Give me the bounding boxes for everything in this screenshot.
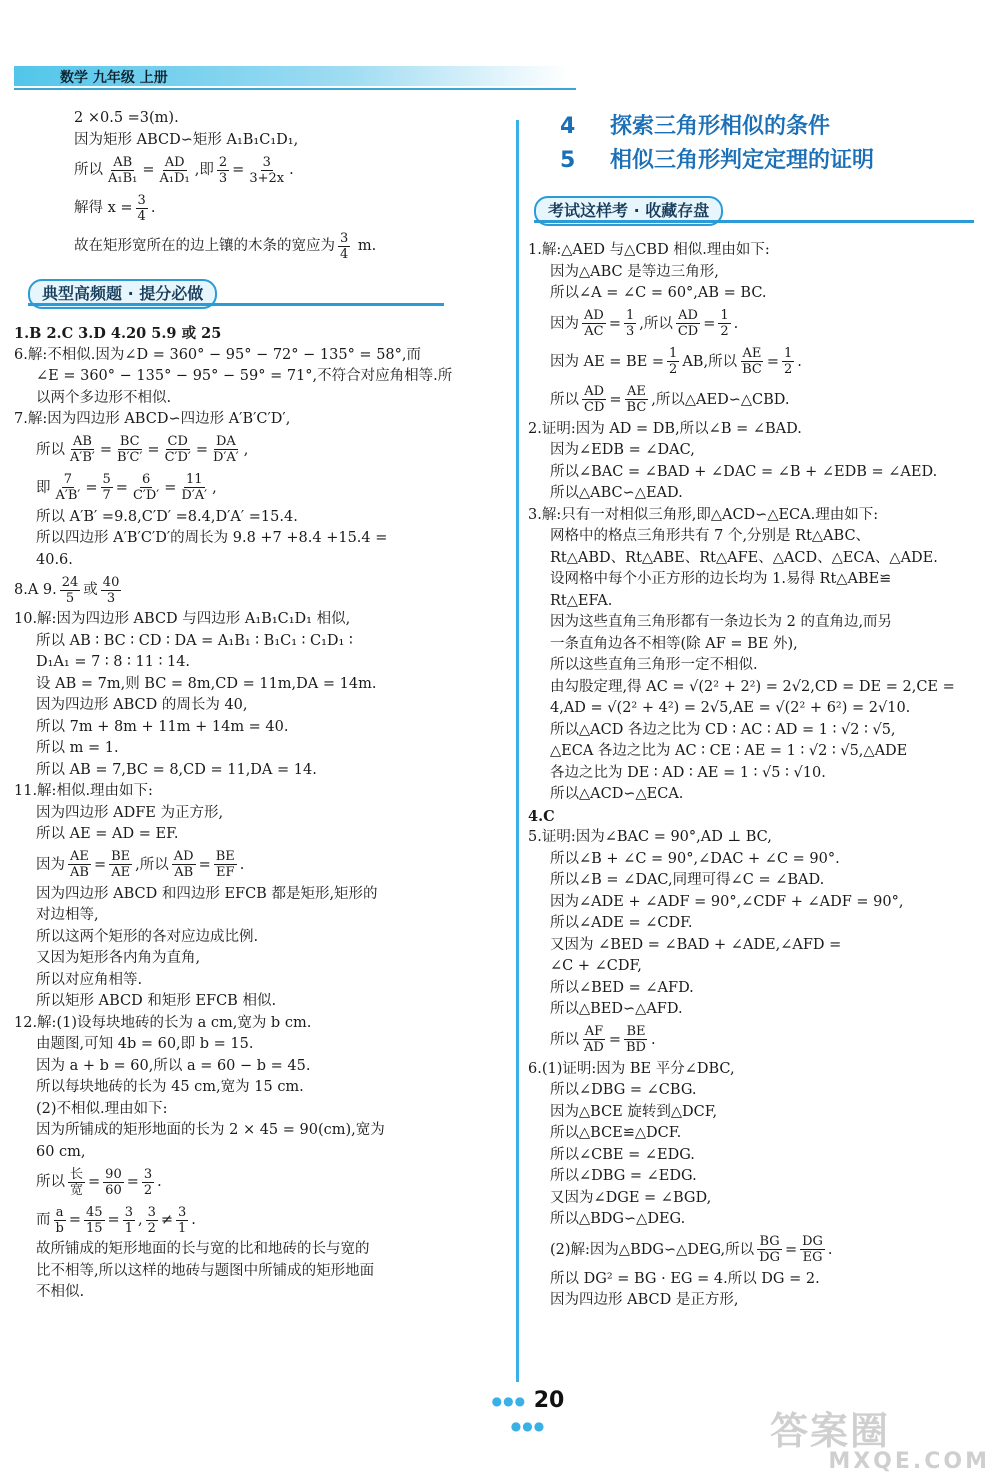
denominator: 3 bbox=[625, 324, 635, 339]
fraction bbox=[718, 308, 730, 339]
text-line: 12.解:(1)设每块地砖的长为 a cm,宽为 b cm. bbox=[14, 1014, 312, 1031]
text: ≠ bbox=[160, 1212, 174, 1228]
numerator: AF bbox=[584, 1024, 604, 1039]
fraction-line bbox=[528, 381, 966, 419]
numerator: CD bbox=[167, 434, 188, 449]
text-line: 4,AD = √(2² + 4²) = 2√5,AE = √(2² + 6²) = 2√10. bbox=[550, 700, 911, 716]
denominator: 7 bbox=[102, 488, 111, 503]
denominator: BD bbox=[625, 1040, 646, 1055]
text-line: 所以 AE = AD = EF. bbox=[36, 826, 179, 842]
fraction bbox=[101, 472, 113, 503]
fraction bbox=[625, 384, 649, 415]
fraction bbox=[68, 434, 97, 465]
text-line: 网格中的格点三角形共有 7 个,分别是 Rt△ABC、 bbox=[550, 528, 871, 544]
text-line: 1.B 2.C 3.D 4.20 5.9 或 25 bbox=[14, 325, 222, 342]
text-line: 40.6. bbox=[36, 551, 73, 568]
fraction bbox=[106, 155, 139, 186]
text-line: 设 AB = 7m,则 BC = 8m,CD = 11m,DA = 14m. bbox=[36, 675, 377, 692]
fraction bbox=[800, 1234, 825, 1265]
denominator: 2 bbox=[783, 362, 793, 377]
text-line: ∠C + ∠CDF, bbox=[550, 958, 642, 974]
text-line: 3.解:只有一对相似三角形,即△ACD∽△ECA.理由如下: bbox=[528, 506, 879, 523]
denominator: C′D′ bbox=[132, 488, 160, 503]
numerator: 24 bbox=[61, 574, 79, 590]
text-line: 以两个多边形不相似. bbox=[36, 389, 172, 406]
text-line: 因为四边形 ABCD 是正方形, bbox=[550, 1292, 739, 1308]
text-line: 7.解:因为四边形 ABCD∽四边形 A′B′C′D′, bbox=[14, 411, 291, 427]
text-line: 因为四边形 ABCD 和四边形 EFCB 都是矩形,矩形的 bbox=[36, 885, 378, 902]
text: 所以 bbox=[36, 441, 65, 458]
text-line: 所以这两个矩形的各对应边成比例. bbox=[36, 928, 259, 945]
section-banner bbox=[534, 196, 974, 230]
fraction bbox=[624, 308, 636, 339]
section-banner-label: 典型高频题 · 提分必做 bbox=[28, 279, 217, 309]
text-line: 因为△ABC 是等边三角形, bbox=[550, 263, 719, 280]
fraction bbox=[115, 434, 144, 465]
text-line: 所以四边形 A′B′C′D′的周长为 9.8 +7 +8.4 +15.4 = bbox=[36, 530, 388, 546]
text: = bbox=[68, 1212, 81, 1228]
text-line: 对边相等, bbox=[36, 907, 99, 923]
text-line: ∠E = 360° − 135° − 95° − 59° = 71°,不符合对应角相等.所 bbox=[36, 368, 453, 384]
fraction bbox=[176, 1205, 188, 1236]
section-banner-label: 考试这样考 · 收藏存盘 bbox=[534, 196, 723, 226]
denominator: BC bbox=[742, 362, 762, 377]
text-line: 所以△ACD 各边之比为 CD ∶ AC ∶ AD = 1 ∶ √2 ∶ √5, bbox=[550, 721, 896, 738]
text: 而 bbox=[36, 1212, 51, 1228]
text-line: 所以∠CBE = ∠EDG. bbox=[550, 1146, 695, 1163]
fraction-line: 所以 $\frac{AB}{A'B'}$ = $\frac{BC}{B'C'}$ = $\frac{CD}{C'D'}$ = $\frac{DA}{D'A'}$ , bbox=[36, 434, 249, 465]
fraction bbox=[624, 1024, 648, 1055]
denominator: A₁D₁ bbox=[159, 170, 190, 186]
denominator: 2 bbox=[720, 324, 729, 339]
watermark-text: 答案圈 bbox=[770, 1409, 891, 1453]
chapter-number: 4 bbox=[560, 114, 576, 139]
text-line: 60 cm, bbox=[36, 1143, 86, 1160]
fraction-line: 即 $\frac{7}{A'B'}$ = $\frac{5}{7}$ = $\frac{6}{C'D'}$ = $\frac{11}{D'A'}$ , bbox=[36, 472, 217, 503]
numerator: AD bbox=[173, 849, 194, 864]
fraction bbox=[582, 1024, 606, 1055]
denominator: AC bbox=[584, 324, 604, 339]
denominator: EF bbox=[216, 865, 235, 880]
page-number bbox=[478, 1388, 578, 1438]
text: 所以 bbox=[36, 1174, 65, 1190]
fraction bbox=[740, 346, 764, 377]
page-header bbox=[14, 64, 576, 90]
fraction bbox=[146, 1205, 158, 1236]
text: , bbox=[212, 479, 217, 496]
numerator: AD bbox=[584, 384, 605, 399]
numerator: 90 bbox=[105, 1166, 122, 1182]
numerator: AE bbox=[70, 849, 89, 864]
denominator: A′B′ bbox=[55, 488, 81, 503]
text: . bbox=[650, 1031, 656, 1048]
text: . bbox=[150, 200, 156, 216]
text: = bbox=[93, 856, 107, 873]
numerator: 6 bbox=[141, 472, 151, 487]
chapter-row-1 bbox=[560, 110, 980, 144]
text: 所以 bbox=[74, 162, 103, 178]
watermark bbox=[770, 1400, 990, 1476]
watermark-url: MXQE.COM bbox=[828, 1449, 990, 1474]
fraction bbox=[247, 155, 286, 186]
fraction bbox=[179, 472, 209, 503]
text-line: 所以△ABC∽△EAD. bbox=[550, 485, 683, 501]
text: = bbox=[142, 162, 155, 178]
text: = bbox=[608, 1031, 621, 1048]
text-line: 因为所铺成的矩形地面的长为 2 × 45 = 90(cm),宽为 bbox=[36, 1122, 385, 1138]
denominator: 4 bbox=[137, 208, 146, 224]
denominator: 3+2x bbox=[249, 170, 285, 186]
text-line: 所以∠B + ∠C = 90°,∠DAC + ∠C = 90°. bbox=[550, 850, 840, 867]
fraction bbox=[84, 1205, 105, 1236]
text-line: 所以 7m + 8m + 11m + 14m = 40. bbox=[36, 718, 289, 735]
text-line: 所以 AB ∶ BC ∶ CD ∶ DA = A₁B₁ ∶ B₁C₁ ∶ C₁D₁ ∶ bbox=[36, 632, 353, 649]
fraction bbox=[757, 1234, 782, 1265]
fraction bbox=[667, 346, 679, 377]
text-line: 又因为 ∠BED = ∠BAD + ∠ADE,∠AFD = bbox=[550, 936, 842, 953]
text: 故在矩形宽所在的边上镶的木条的宽应为 bbox=[74, 238, 335, 254]
text-line: 所以∠ADE = ∠CDF. bbox=[550, 915, 693, 931]
fraction-line bbox=[528, 1231, 966, 1269]
text: m. bbox=[353, 238, 377, 254]
denominator: CD bbox=[584, 400, 605, 415]
text-line: 6.解:不相似.因为∠D = 360° − 95° − 72° − 135° = 58°,而 bbox=[14, 346, 422, 363]
fraction bbox=[101, 575, 122, 606]
denominator: C′D′ bbox=[164, 450, 191, 465]
fraction-line bbox=[14, 571, 506, 609]
fraction-line bbox=[14, 1163, 506, 1201]
chapter-title: 相似三角形判定定理的证明 bbox=[610, 148, 875, 173]
numerator: 1 bbox=[625, 308, 635, 323]
numerator: 45 bbox=[85, 1204, 103, 1220]
fraction bbox=[68, 849, 91, 880]
numerator: 5 bbox=[102, 472, 111, 487]
fraction-line bbox=[528, 1021, 966, 1059]
text-line: 所以∠BED = ∠AFD. bbox=[550, 979, 694, 996]
text: 8.A 9. bbox=[14, 582, 57, 598]
text-line: 所以△BED∽△AFD. bbox=[550, 1001, 683, 1017]
text-line: 1.解:△AED 与△CBD 相似.理由如下: bbox=[528, 242, 770, 258]
numerator: 7 bbox=[63, 472, 73, 487]
text: . bbox=[733, 315, 739, 332]
text: = bbox=[608, 315, 621, 332]
numerator: BC bbox=[119, 434, 140, 449]
fraction-line bbox=[74, 189, 506, 227]
text: ,所以△AED∽△CBD. bbox=[651, 391, 790, 408]
numerator: AE bbox=[742, 346, 762, 361]
text-line: 4.C bbox=[528, 807, 555, 825]
numerator: DG bbox=[802, 1234, 823, 1249]
text: 或 bbox=[83, 582, 98, 598]
banner-rule bbox=[534, 220, 974, 223]
numerator: AB bbox=[72, 434, 92, 449]
text-line: 所以 AB = 7,BC = 8,CD = 11,DA = 14. bbox=[36, 761, 317, 778]
text: . bbox=[191, 1212, 196, 1228]
text: , bbox=[243, 441, 249, 458]
denominator: 1 bbox=[124, 1220, 133, 1236]
denominator: 2 bbox=[669, 362, 678, 377]
numerator: 3 bbox=[262, 154, 271, 170]
chapter-title: 探索三角形相似的条件 bbox=[610, 114, 831, 139]
text-line: Rt△ABD、Rt△ABE、Rt△AFE、△ACD、△ECA、△ADE. bbox=[550, 549, 938, 566]
fraction-line bbox=[528, 343, 966, 381]
fraction-line bbox=[74, 151, 506, 189]
text: (2)解:因为△BDG∽△DEG,所以 bbox=[550, 1241, 755, 1258]
text-line: 不相似. bbox=[36, 1284, 85, 1300]
numerator: a bbox=[55, 1204, 64, 1220]
text-line: 所以△BDG∽△DEG. bbox=[550, 1211, 686, 1227]
fraction bbox=[217, 155, 229, 186]
chapter-heading bbox=[560, 110, 980, 178]
numerator: 2 bbox=[218, 154, 228, 170]
fraction bbox=[582, 308, 606, 339]
text-line: 所以这些直角三角形一定不相似. bbox=[550, 657, 758, 673]
numerator: 长 bbox=[70, 1166, 84, 1182]
text-line: 因为这些直角三角形都有一条边长为 2 的直角边,而另 bbox=[550, 614, 893, 630]
fraction bbox=[158, 155, 192, 186]
fraction bbox=[676, 308, 700, 339]
numerator: 3 bbox=[178, 1204, 187, 1220]
section-banner bbox=[14, 279, 506, 313]
denominator: 2 bbox=[143, 1182, 153, 1198]
answer-block bbox=[14, 323, 506, 1304]
fraction-line bbox=[74, 227, 506, 265]
fraction-line bbox=[14, 846, 506, 884]
text-line: 所以∠DBG = ∠EDG. bbox=[550, 1168, 697, 1184]
text-line: 所以△BCE≌△DCF. bbox=[550, 1125, 682, 1141]
text-line: 2.证明:因为 AD = DB,所以∠B = ∠BAD. bbox=[528, 420, 802, 437]
text: ,所以 bbox=[135, 856, 169, 873]
banner-inner bbox=[534, 196, 974, 230]
numerator: 1 bbox=[783, 346, 793, 361]
fraction bbox=[109, 849, 132, 880]
fraction bbox=[782, 346, 794, 377]
fraction bbox=[68, 1167, 85, 1198]
denominator: AD bbox=[584, 1040, 604, 1055]
text: 所以 bbox=[550, 391, 579, 408]
fraction bbox=[214, 849, 237, 880]
numerator: AD bbox=[678, 308, 698, 323]
text: , bbox=[137, 1212, 143, 1228]
denominator: b bbox=[55, 1220, 64, 1236]
fraction bbox=[131, 472, 161, 503]
header-rule bbox=[14, 88, 576, 90]
text: 解得 x = bbox=[74, 200, 133, 216]
text: = bbox=[784, 1241, 798, 1258]
numerator: 3 bbox=[147, 1204, 156, 1220]
text-line: 由题图,可知 4b = 60,即 b = 15. bbox=[36, 1036, 254, 1052]
denominator: 15 bbox=[85, 1220, 103, 1236]
numerator: AB bbox=[113, 154, 133, 170]
text: . bbox=[239, 856, 245, 873]
text-line: 所以 DG² = BG · EG = 4.所以 DG = 2. bbox=[550, 1270, 820, 1287]
text-line: 又因为矩形各内角为直角, bbox=[36, 950, 201, 966]
text: 因为 bbox=[550, 315, 579, 332]
text: . bbox=[157, 1174, 162, 1190]
denominator: 3 bbox=[218, 170, 228, 186]
text: . bbox=[289, 162, 294, 178]
dots-left-icon: ●●● bbox=[491, 1394, 527, 1408]
numerator: 3 bbox=[137, 192, 146, 208]
text: = bbox=[703, 315, 716, 332]
fraction-line bbox=[14, 1201, 506, 1239]
text-line: 因为 a + b = 60,所以 a = 60 − b = 45. bbox=[36, 1057, 311, 1074]
text: 即 bbox=[36, 479, 51, 496]
text-line: 故所铺成的矩形地面的长与宽的比和地砖的长与宽的 bbox=[36, 1241, 370, 1257]
numerator: 1 bbox=[720, 308, 729, 323]
denominator: 1 bbox=[178, 1220, 187, 1236]
dots-right-icon: ●●● bbox=[510, 1419, 546, 1433]
denominator: 宽 bbox=[70, 1182, 84, 1198]
text-line: 所以 m = 1. bbox=[36, 740, 119, 756]
page-number-text: 20 bbox=[533, 1388, 565, 1413]
text-line: 所以∠A = ∠C = 60°,AB = BC. bbox=[550, 285, 767, 301]
fraction-line bbox=[528, 305, 966, 343]
denominator: CD bbox=[677, 324, 699, 339]
numerator: BE bbox=[215, 849, 235, 864]
text-line: 2 ×0.5 =3(m). bbox=[74, 110, 179, 126]
text-line: 一条直角边各不相等(除 AF = BE 外), bbox=[550, 635, 798, 652]
numerator: 3 bbox=[340, 230, 349, 246]
fraction bbox=[338, 231, 350, 262]
text: 所以 bbox=[550, 1031, 579, 1048]
denominator: A₁B₁ bbox=[108, 170, 138, 186]
text-line: (2)不相似.理由如下: bbox=[36, 1100, 168, 1117]
numerator: AD bbox=[584, 308, 604, 323]
fraction bbox=[172, 849, 196, 880]
banner-rule bbox=[28, 303, 444, 306]
fraction bbox=[163, 434, 193, 465]
text-line: D₁A₁ = 7 ∶ 8 ∶ 11 ∶ 14. bbox=[36, 654, 191, 670]
fraction bbox=[211, 434, 241, 465]
fraction bbox=[60, 575, 81, 606]
text: = bbox=[232, 162, 245, 178]
text-line: 因为四边形 ADFE 为正方形, bbox=[36, 804, 224, 821]
text: ,即 bbox=[194, 162, 214, 178]
text: = bbox=[766, 353, 779, 370]
numerator: BG bbox=[759, 1234, 780, 1249]
text-line: 所以∠B = ∠DAC,同理可得∠C = ∠BAD. bbox=[550, 872, 825, 888]
text: AB,所以 bbox=[682, 353, 738, 370]
denominator: 60 bbox=[105, 1182, 122, 1198]
numerator: DA bbox=[215, 434, 236, 449]
denominator: D′A′ bbox=[181, 488, 208, 503]
fraction bbox=[136, 193, 148, 224]
text: = bbox=[198, 856, 211, 873]
text-line: 各边之比为 DE ∶ AD ∶ AE = 1 ∶ √5 ∶ √10. bbox=[550, 764, 826, 781]
denominator: AB bbox=[174, 865, 194, 880]
text-line: 所以对应角相等. bbox=[36, 971, 143, 988]
denominator: DG bbox=[759, 1250, 780, 1265]
text-line: 因为四边形 ABCD 的周长为 40, bbox=[36, 697, 248, 713]
left-column bbox=[14, 108, 506, 1304]
text: = bbox=[107, 1212, 120, 1228]
fraction bbox=[54, 1205, 66, 1236]
text-line: 因为∠EDB = ∠DAC, bbox=[550, 442, 695, 458]
chapter-number: 5 bbox=[560, 148, 576, 173]
text-line: 所以每块地砖的长为 45 cm,宽为 15 cm. bbox=[36, 1079, 304, 1095]
text: = bbox=[126, 1174, 139, 1190]
numerator: 3 bbox=[124, 1204, 133, 1220]
denominator: 2 bbox=[147, 1220, 156, 1236]
numerator: 1 bbox=[669, 346, 678, 361]
denominator: B′C′ bbox=[117, 450, 143, 465]
denominator: 5 bbox=[65, 590, 75, 606]
text: = bbox=[88, 1174, 101, 1190]
text: = bbox=[609, 391, 622, 408]
fraction bbox=[142, 1167, 154, 1198]
text-line: 所以 A′B′ =9.8,C′D′ =8.4,D′A′ =15.4. bbox=[36, 508, 298, 525]
numerator: AD bbox=[164, 154, 185, 170]
denominator: D′A′ bbox=[213, 450, 239, 465]
right-column bbox=[528, 240, 966, 1312]
numerator: BE bbox=[626, 1024, 646, 1039]
text-line: 6.(1)证明:因为 BE 平分∠DBC, bbox=[528, 1060, 735, 1077]
text: 因为 bbox=[36, 856, 65, 873]
denominator: AE bbox=[111, 865, 131, 880]
text-line: 所以∠BAC = ∠BAD + ∠DAC = ∠B + ∠EDB = ∠AED. bbox=[550, 463, 938, 480]
text-line: 由勾股定理,得 AC = √(2² + 2²) = 2√2,CD = DE = 2,CE = bbox=[550, 678, 955, 695]
text-line: 所以△ACD∽△ECA. bbox=[550, 786, 684, 802]
text-line: 因为矩形 ABCD∽矩形 A₁B₁C₁D₁, bbox=[74, 131, 299, 148]
text: . bbox=[797, 353, 802, 370]
numerator: BE bbox=[111, 849, 131, 864]
text-line: 11.解:相似.理由如下: bbox=[14, 783, 153, 799]
numerator: AE bbox=[626, 384, 646, 399]
numerator: 40 bbox=[102, 574, 120, 590]
text-line: △ECA 各边之比为 AC ∶ CE ∶ AE = 1 ∶ √2 ∶ √5,△ADE bbox=[550, 743, 908, 759]
denominator: 3 bbox=[106, 590, 116, 606]
numerator: 11 bbox=[185, 472, 203, 487]
fraction bbox=[103, 1167, 124, 1198]
text-line: 设网格中每个小正方形的边长均为 1.易得 Rt△ABE≌ bbox=[550, 571, 892, 587]
denominator: 4 bbox=[340, 246, 349, 262]
text: 因为 AE = BE = bbox=[550, 353, 665, 370]
text-line: 所以∠DBG = ∠CBG. bbox=[550, 1082, 697, 1098]
chapter-row-2 bbox=[560, 144, 980, 178]
denominator: BC bbox=[626, 400, 647, 415]
text-line: 比不相等,所以这样的地砖与题图中所铺成的矩形地面 bbox=[36, 1262, 375, 1279]
text-line: 因为∠ADE + ∠ADF = 90°,∠CDF + ∠ADF = 90°, bbox=[550, 893, 904, 910]
fraction bbox=[123, 1205, 135, 1236]
text-line: Rt△EFA. bbox=[550, 592, 613, 609]
denominator: AB bbox=[70, 865, 89, 880]
text-line: 所以矩形 ABCD 和矩形 EFCB 相似. bbox=[36, 993, 277, 1009]
text-line: 10.解:因为四边形 ABCD 与四边形 A₁B₁C₁D₁ 相似, bbox=[14, 611, 351, 627]
denominator: A′B′ bbox=[70, 450, 95, 465]
column-divider bbox=[516, 120, 519, 1382]
fraction bbox=[582, 384, 606, 415]
fraction bbox=[54, 472, 83, 503]
text-line: 又因为∠DGE = ∠BGD, bbox=[550, 1189, 712, 1206]
text: . bbox=[827, 1241, 833, 1258]
text-line: 因为△BCE 旋转到△DCF, bbox=[550, 1103, 718, 1120]
numerator: 3 bbox=[143, 1166, 153, 1182]
text-line: 5.证明:因为∠BAC = 90°,AD ⊥ BC, bbox=[528, 829, 772, 845]
book-title: 数学 九年级 上册 bbox=[60, 70, 168, 86]
denominator: EG bbox=[802, 1250, 823, 1265]
text: ,所以 bbox=[639, 315, 673, 332]
